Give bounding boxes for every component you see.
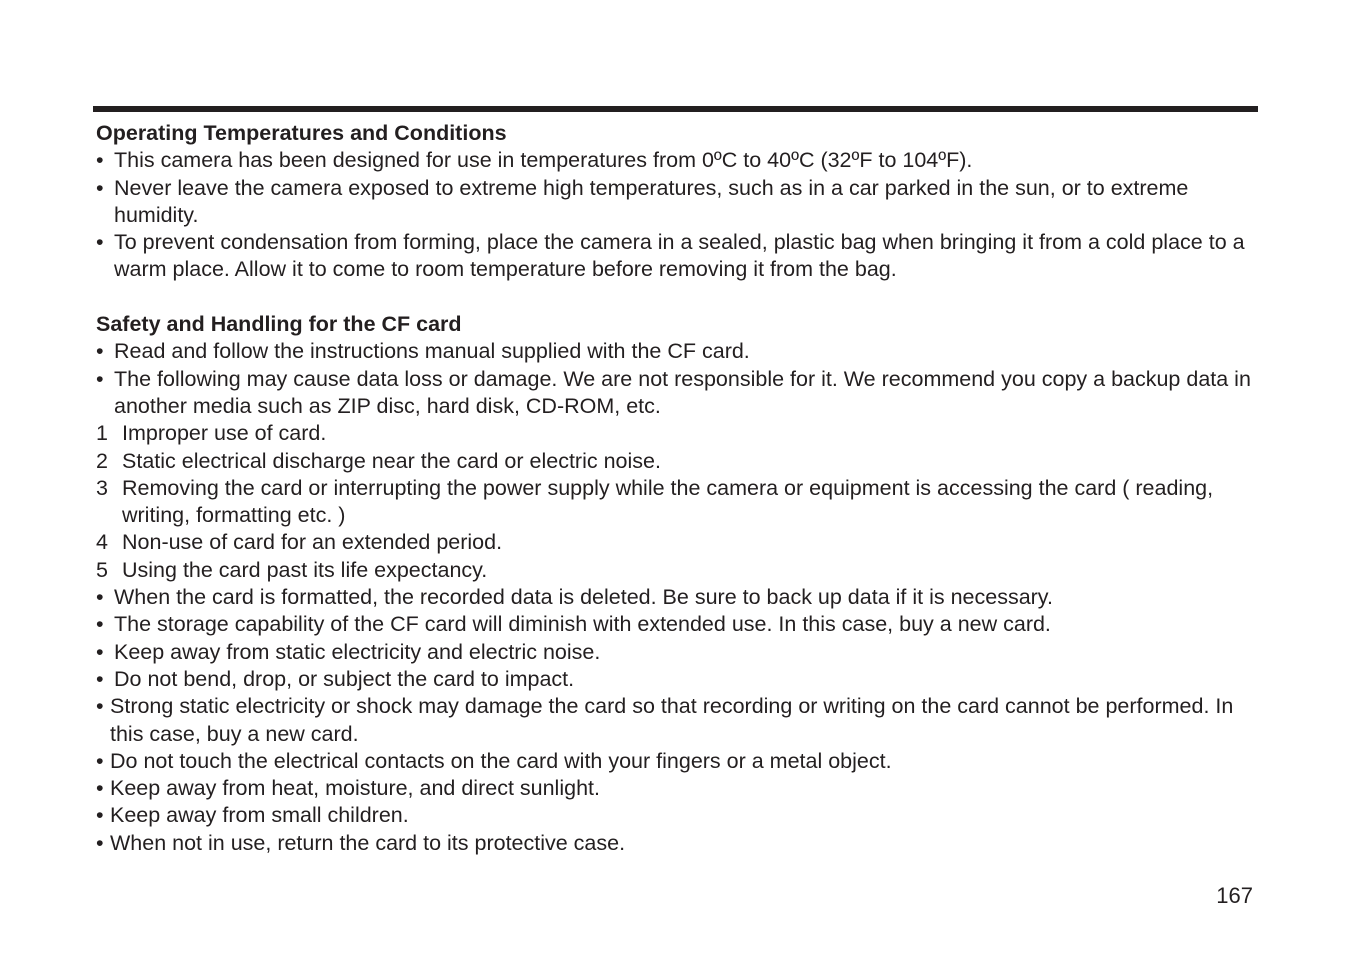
list-item-text: Using the card past its life expectancy. bbox=[122, 557, 488, 582]
section-heading: Safety and Handling for the CF card bbox=[96, 312, 462, 337]
list-item bbox=[96, 830, 1256, 857]
list-item bbox=[96, 802, 1256, 829]
list-item-text: Do not bend, drop, or subject the card to impact. bbox=[114, 666, 575, 691]
numbered-item bbox=[96, 420, 1256, 447]
bullet-marker: • bbox=[96, 694, 104, 719]
numbered-item bbox=[96, 448, 1256, 475]
list-item-text: When the card is formatted, the recorded data is deleted. Be sure to back up data if it is necessary. bbox=[114, 585, 1053, 610]
list-item bbox=[96, 775, 1256, 802]
bullet-marker: • bbox=[96, 776, 104, 801]
list-item-text: Keep away from small children. bbox=[110, 803, 409, 828]
bullet-marker: • bbox=[96, 585, 104, 610]
bullet-marker: • bbox=[96, 666, 104, 691]
number-marker: 4 bbox=[96, 530, 108, 555]
list-item-text: When not in use, return the card to its protective case. bbox=[110, 830, 626, 855]
section-operating-temperatures bbox=[96, 120, 1256, 284]
bullet-marker: • bbox=[96, 148, 104, 173]
bullet-marker: • bbox=[96, 830, 104, 855]
list-item bbox=[96, 748, 1256, 775]
top-rule bbox=[93, 106, 1258, 112]
number-marker: 5 bbox=[96, 557, 108, 582]
bullet-marker: • bbox=[96, 230, 104, 255]
page-content bbox=[96, 120, 1256, 857]
list-item-text: To prevent condensation from forming, place the camera in a sealed, plastic bag when bringing it from a cold place to a warm place. Allow it to come to room temperature before removing it from the bag. bbox=[114, 230, 1245, 282]
section-cf-card-safety bbox=[96, 311, 1256, 857]
numbered-item bbox=[96, 475, 1256, 530]
list-item bbox=[96, 147, 1256, 174]
list-item-text: The storage capability of the CF card will diminish with extended use. In this case, buy a new card. bbox=[114, 612, 1051, 637]
bullet-marker: • bbox=[96, 175, 104, 200]
list-item bbox=[96, 611, 1256, 638]
numbered-item bbox=[96, 529, 1256, 556]
bullet-marker: • bbox=[96, 639, 104, 664]
bullet-marker: • bbox=[96, 748, 104, 773]
list-item bbox=[96, 666, 1256, 693]
list-item-text: Non-use of card for an extended period. bbox=[122, 530, 503, 555]
list-item bbox=[96, 639, 1256, 666]
mixed-list bbox=[96, 338, 1256, 857]
page-number: 167 bbox=[1216, 883, 1253, 908]
list-item-text: Static electrical discharge near the card or electric noise. bbox=[122, 448, 661, 473]
numbered-item bbox=[96, 557, 1256, 584]
list-item bbox=[96, 693, 1256, 748]
number-marker: 1 bbox=[96, 421, 108, 446]
bullet-marker: • bbox=[96, 612, 104, 637]
list-item bbox=[96, 229, 1256, 284]
list-item-text: Removing the card or interrupting the power supply while the camera or equipment is accessing the card ( reading, writing, formatting etc. ) bbox=[122, 475, 1214, 528]
list-item-text: Read and follow the instructions manual supplied with the CF card. bbox=[114, 339, 750, 364]
list-item-text: Strong static electricity or shock may damage the card so that recording or writing on the card cannot be performed. In this case, buy a new card. bbox=[110, 694, 1234, 746]
list-item bbox=[96, 338, 1256, 365]
list-item bbox=[96, 366, 1256, 421]
list-item-text: Do not touch the electrical contacts on the card with your fingers or a metal object. bbox=[110, 748, 892, 773]
list-item-text: Keep away from heat, moisture, and direct sunlight. bbox=[110, 776, 600, 801]
list-item-text: The following may cause data loss or damage. We are not responsible for it. We recommend you copy a backup data in another media such as ZIP disc, hard disk, CD-ROM, etc. bbox=[114, 366, 1251, 418]
number-marker: 3 bbox=[96, 475, 108, 500]
list-item-text: Improper use of card. bbox=[122, 421, 327, 446]
bullet-marker: • bbox=[96, 366, 104, 391]
list-item-text: Never leave the camera exposed to extreme high temperatures, such as in a car parked in the sun, or to extreme humidity. bbox=[114, 175, 1189, 227]
list-item-text: Keep away from static electricity and electric noise. bbox=[114, 639, 601, 664]
number-marker: 2 bbox=[96, 448, 108, 473]
section-heading: Operating Temperatures and Conditions bbox=[96, 121, 507, 145]
bullet-marker: • bbox=[96, 339, 104, 364]
bullet-marker: • bbox=[96, 803, 104, 828]
list-item-text: This camera has been designed for use in temperatures from 0ºC to 40ºC (32ºF to 104ºF). bbox=[114, 148, 973, 173]
bullet-list bbox=[96, 147, 1256, 283]
list-item bbox=[96, 584, 1256, 611]
list-item bbox=[96, 175, 1256, 230]
